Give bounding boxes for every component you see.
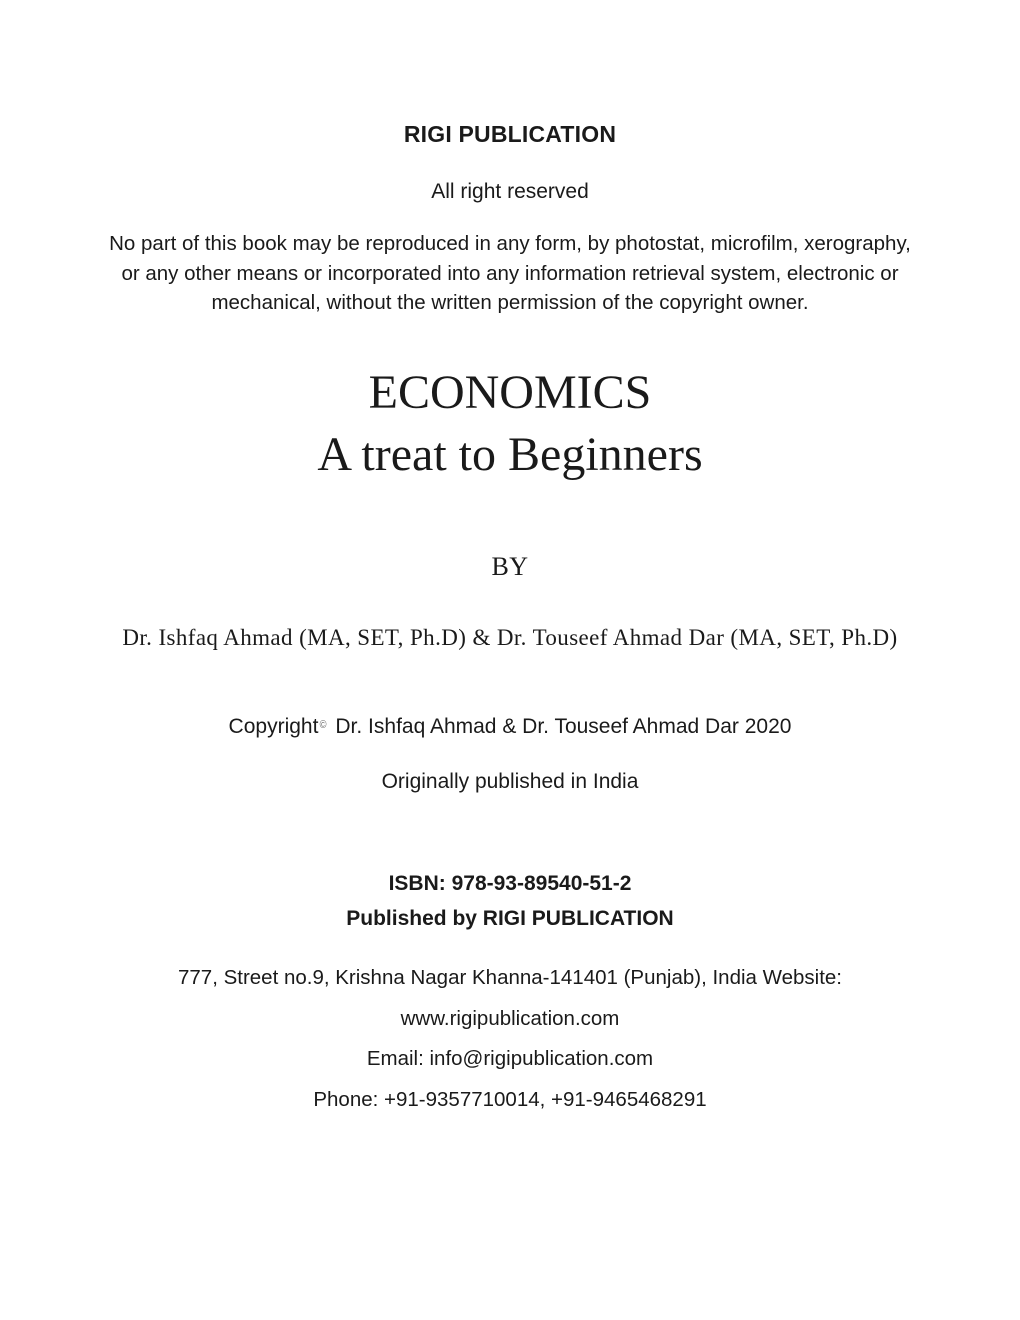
isbn-block <box>0 866 1020 936</box>
notice-line-1: No part of this book may be reproduced in any form, by photostat, microfilm, xerography, <box>109 232 911 255</box>
publisher-email-line: Email: info@rigipublication.com <box>366 1046 654 1070</box>
copyright-symbol-icon: © <box>320 718 327 731</box>
publisher-phone-line: Phone: +91-9357710014, +91-9465468291 <box>313 1087 707 1111</box>
notice-line-2: or any other means or incorporated into any information retrieval system, electronic or <box>121 261 899 285</box>
published-by-line: Published by RIGI PUBLICATION <box>346 906 674 930</box>
isbn-line: ISBN: 978-93-89540-51-2 <box>388 871 632 895</box>
publisher-heading: RIGI PUBLICATION <box>403 121 617 147</box>
copyright-holders: Dr. Ishfaq Ahmad & Dr. Touseef Ahmad Dar 2020 <box>335 714 792 738</box>
rights-reserved-line: All right reserved <box>431 180 589 203</box>
book-title: ECONOMICS <box>368 365 652 419</box>
notice-line-3: mechanical, without the written permission of the copyright owner. <box>211 291 809 314</box>
publisher-address-line: 777, Street no.9, Krishna Nagar Khanna-141401 (Punjab), India Website: <box>177 965 843 989</box>
copyright-line <box>0 712 1020 745</box>
reproduction-notice <box>0 229 1020 318</box>
authors-line: Dr. Ishfaq Ahmad (MA, SET, Ph.D) & Dr. Touseef Ahmad Dar (MA, SET, Ph.D) <box>122 624 898 650</box>
by-label: BY <box>491 551 529 581</box>
book-subtitle: A treat to Beginners <box>317 427 703 481</box>
copyright-prefix: Copyright <box>228 714 319 738</box>
publisher-website: www.rigipublication.com <box>400 1006 620 1030</box>
origin-line: Originally published in India <box>381 769 639 793</box>
